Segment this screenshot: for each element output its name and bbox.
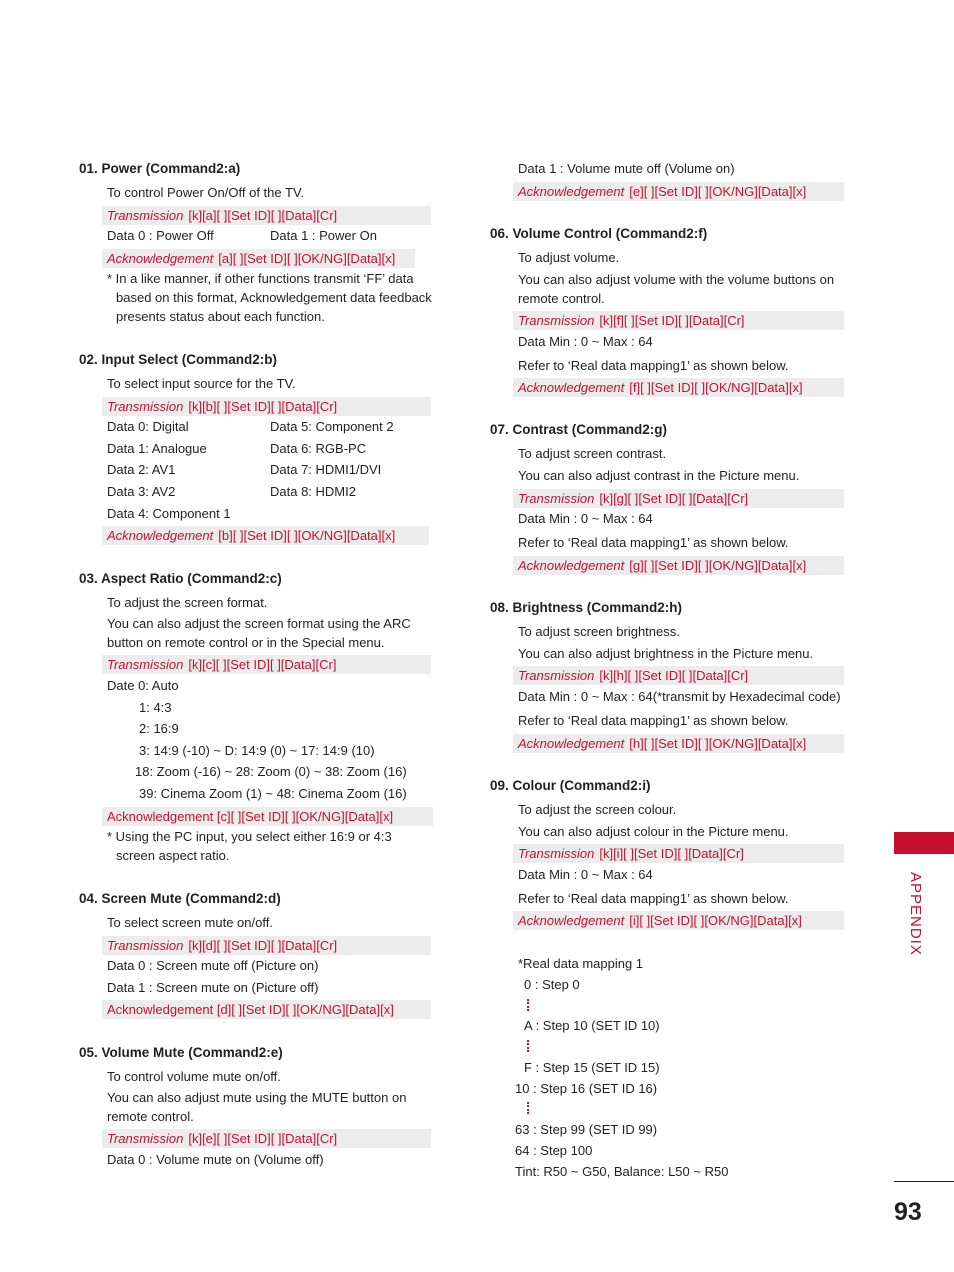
transmission-format-bar: [102, 206, 431, 225]
ellipsis-dots: [527, 1040, 529, 1052]
acknowledgement-format-bar: [102, 249, 415, 268]
format-code: [k][a][ ][Set ID][ ][Data][Cr]: [188, 208, 338, 223]
appendix-tab-marker: [894, 832, 954, 854]
body-text: F : Step 15 (SET ID 15): [524, 1060, 660, 1075]
body-text: Data 1 : Screen mute on (Picture off): [107, 980, 319, 995]
acknowledgement-format-bar: [513, 182, 844, 201]
transmission-format-bar: [513, 666, 844, 685]
transmission-format-bar: [102, 936, 431, 955]
body-text: To adjust the screen format.: [107, 595, 268, 610]
format-label: Transmission: [518, 491, 595, 506]
footer-rule: [894, 1181, 954, 1182]
body-text: 2: 16:9: [139, 721, 179, 736]
body-text: remote control.: [107, 1109, 194, 1124]
body-text: Refer to ‘Real data mapping1’ as shown below.: [518, 891, 789, 906]
format-label: Transmission: [107, 1131, 184, 1146]
format-label: Acknowledgement: [518, 380, 625, 395]
format-code: [g][ ][Set ID][ ][OK/NG][Data][x]: [629, 558, 807, 573]
body-text: 63 : Step 99 (SET ID 99): [515, 1122, 658, 1137]
body-text: Refer to ‘Real data mapping1’ as shown below.: [518, 358, 789, 373]
body-text: You can also adjust volume with the volume buttons on: [518, 272, 835, 287]
body-text: You can also adjust contrast in the Picture menu.: [518, 468, 800, 483]
body-text: Data Min : 0 ~ Max : 64: [518, 511, 653, 526]
body-text: Data 3: AV2: [107, 484, 176, 499]
body-text: Data 7: HDMI1/DVI: [270, 462, 382, 477]
body-text: Data 8: HDMI2: [270, 484, 356, 499]
ellipsis-dots: [527, 1102, 529, 1114]
body-text: To adjust screen brightness.: [518, 624, 680, 639]
body-text: Date 0: Auto: [107, 678, 179, 693]
ellipsis-dots: [527, 999, 529, 1011]
body-text: Tint: R50 ~ G50, Balance: L50 ~ R50: [515, 1164, 729, 1179]
body-text: To select screen mute on/off.: [107, 915, 273, 930]
body-text: You can also adjust colour in the Picture menu.: [518, 824, 789, 839]
format-label: Acknowledgement: [107, 528, 214, 543]
body-text: * In a like manner, if other functions transmit ‘FF’ data: [107, 271, 414, 286]
acknowledgement-format-bar: [102, 526, 429, 545]
format-label: Transmission: [107, 208, 184, 223]
acknowledgement-format-bar: [102, 807, 433, 826]
format-code: [k][f][ ][Set ID][ ][Data][Cr]: [599, 313, 745, 328]
format-code: [f][ ][Set ID][ ][OK/NG][Data][x]: [629, 380, 803, 395]
body-text: Data Min : 0 ~ Max : 64(*transmit by Hexadecimal code): [518, 689, 841, 704]
format-code: Acknowledgement [c][ ][Set ID][ ][OK/NG][Data][x]: [107, 809, 394, 824]
transmission-format-bar: [513, 489, 844, 508]
section-heading: 07. Contrast (Command2:g): [490, 422, 668, 437]
body-text: 10 : Step 16 (SET ID 16): [515, 1081, 658, 1096]
body-text: 39: Cinema Zoom (1) ~ 48: Cinema Zoom (16): [139, 786, 407, 801]
section-heading: 09. Colour (Command2:i): [490, 778, 651, 793]
body-text: Refer to ‘Real data mapping1’ as shown below.: [518, 535, 789, 550]
format-label: Acknowledgement: [107, 251, 214, 266]
transmission-format-bar: [102, 1129, 431, 1148]
body-text: Data 4: Component 1: [107, 506, 231, 521]
body-text: A : Step 10 (SET ID 10): [524, 1018, 660, 1033]
format-code: [k][e][ ][Set ID][ ][Data][Cr]: [188, 1131, 338, 1146]
body-text: remote control.: [518, 291, 605, 306]
format-label: Transmission: [107, 938, 184, 953]
format-code: [k][h][ ][Set ID][ ][Data][Cr]: [599, 668, 749, 683]
body-text: To control Power On/Off of the TV.: [107, 185, 305, 200]
format-label: Transmission: [518, 846, 595, 861]
body-text: Refer to ‘Real data mapping1’ as shown below.: [518, 713, 789, 728]
section-heading: 05. Volume Mute (Command2:e): [79, 1045, 283, 1060]
section-heading: 08. Brightness (Command2:h): [490, 600, 683, 615]
body-text: Data 0 : Volume mute on (Volume off): [107, 1152, 324, 1167]
body-text: presents status about each function.: [116, 309, 325, 324]
format-code: [a][ ][Set ID][ ][OK/NG][Data][x]: [218, 251, 396, 266]
section-heading: 01. Power (Command2:a): [79, 161, 241, 176]
format-code: [h][ ][Set ID][ ][OK/NG][Data][x]: [629, 736, 807, 751]
body-text: To adjust volume.: [518, 250, 620, 265]
body-text: 64 : Step 100: [515, 1143, 593, 1158]
section-heading: 02. Input Select (Command2:b): [79, 352, 278, 367]
body-text: 3: 14:9 (-10) ~ D: 14:9 (0) ~ 17: 14:9 (10): [139, 743, 375, 758]
page-number: 93: [894, 1198, 922, 1226]
body-text: button on remote control or in the Special menu.: [107, 635, 385, 650]
body-text: To adjust screen contrast.: [518, 446, 667, 461]
format-code: [i][ ][Set ID][ ][OK/NG][Data][x]: [629, 913, 802, 928]
section-heading: 04. Screen Mute (Command2:d): [79, 891, 281, 906]
appendix-side-label: APPENDIX: [907, 872, 924, 956]
body-text: Data 6: RGB-PC: [270, 441, 367, 456]
format-label: Acknowledgement: [518, 558, 625, 573]
body-text: Data 0 : Power Off: [107, 228, 214, 243]
body-text: To adjust the screen colour.: [518, 802, 677, 817]
format-code: [e][ ][Set ID][ ][OK/NG][Data][x]: [629, 184, 807, 199]
section-heading: 03. Aspect Ratio (Command2:c): [79, 571, 282, 586]
body-text: 1: 4:3: [139, 700, 172, 715]
body-text: *Real data mapping 1: [518, 956, 644, 971]
body-text: * Using the PC input, you select either 16:9 or 4:3: [107, 829, 392, 844]
body-text: To control volume mute on/off.: [107, 1069, 281, 1084]
body-text: 0 : Step 0: [524, 977, 580, 992]
body-text: Data 0 : Screen mute off (Picture on): [107, 958, 319, 973]
acknowledgement-format-bar: [102, 1000, 431, 1019]
body-text: Data 1 : Power On: [270, 228, 377, 243]
body-text: Data Min : 0 ~ Max : 64: [518, 867, 653, 882]
format-label: Acknowledgement: [518, 736, 625, 751]
format-label: Transmission: [518, 313, 595, 328]
format-code: [b][ ][Set ID][ ][OK/NG][Data][x]: [218, 528, 396, 543]
acknowledgement-format-bar: [513, 911, 844, 930]
acknowledgement-format-bar: [513, 556, 844, 575]
format-code: [k][g][ ][Set ID][ ][Data][Cr]: [599, 491, 749, 506]
body-text: screen aspect ratio.: [116, 848, 230, 863]
format-code: [k][d][ ][Set ID][ ][Data][Cr]: [188, 938, 338, 953]
format-code: Acknowledgement [d][ ][Set ID][ ][OK/NG][Data][x]: [107, 1002, 394, 1017]
body-text: 18: Zoom (-16) ~ 28: Zoom (0) ~ 38: Zoom (16): [135, 764, 407, 779]
acknowledgement-format-bar: [513, 378, 844, 397]
body-text: Data 2: AV1: [107, 462, 176, 477]
format-label: Transmission: [107, 399, 184, 414]
format-label: Transmission: [518, 668, 595, 683]
format-code: [k][b][ ][Set ID][ ][Data][Cr]: [188, 399, 338, 414]
transmission-format-bar: [513, 844, 844, 863]
format-label: Acknowledgement: [518, 913, 625, 928]
body-text: Data Min : 0 ~ Max : 64: [518, 334, 653, 349]
body-text: To select input source for the TV.: [107, 376, 296, 391]
format-label: Acknowledgement: [518, 184, 625, 199]
format-label: Transmission: [107, 657, 184, 672]
body-text: Data 1 : Volume mute off (Volume on): [518, 161, 735, 176]
format-code: [k][i][ ][Set ID][ ][Data][Cr]: [599, 846, 744, 861]
transmission-format-bar: [102, 655, 431, 674]
body-text: You can also adjust mute using the MUTE button on: [107, 1090, 407, 1105]
format-code: [k][c][ ][Set ID][ ][Data][Cr]: [188, 657, 337, 672]
body-text: Data 5: Component 2: [270, 419, 394, 434]
body-text: You can also adjust brightness in the Picture menu.: [518, 646, 814, 661]
transmission-format-bar: [513, 311, 844, 330]
acknowledgement-format-bar: [513, 734, 844, 753]
section-heading: 06. Volume Control (Command2:f): [490, 226, 708, 241]
body-text: Data 1: Analogue: [107, 441, 207, 456]
body-text: based on this format, Acknowledgement data feedback: [116, 290, 432, 305]
body-text: You can also adjust the screen format using the ARC: [107, 616, 411, 631]
body-text: Data 0: Digital: [107, 419, 189, 434]
transmission-format-bar: [102, 397, 431, 416]
